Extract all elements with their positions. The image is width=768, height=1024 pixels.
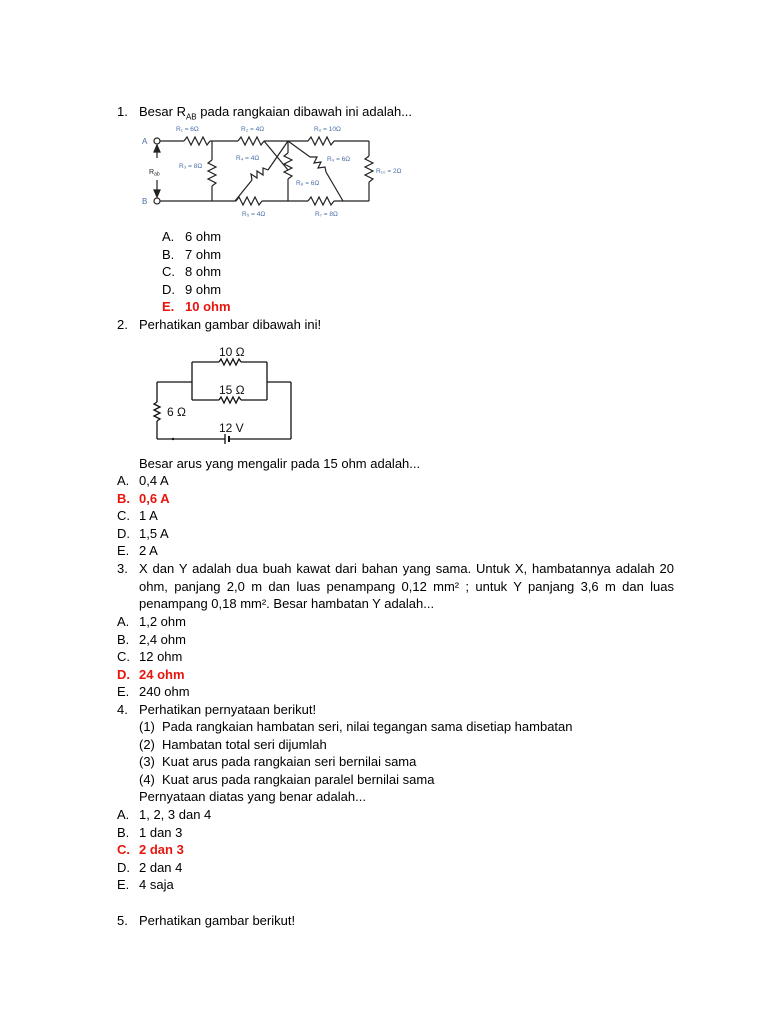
q4-option-d[interactable]: 2 dan 4: [139, 860, 183, 875]
rab-label: $R_{ab}$: [149, 169, 160, 178]
q2-r-left-label: 6 Ω: [167, 405, 186, 419]
q1-option-b[interactable]: 7 ohm: [185, 247, 222, 262]
q1-option-e-letter: E.: [162, 299, 175, 314]
q4-option-c-letter: C.: [117, 842, 130, 857]
q2-option-a-letter: A.: [117, 473, 130, 488]
r4-label: R₄ = 4Ω: [236, 155, 260, 162]
q4-number: 4.: [117, 702, 128, 717]
q3-number: 3.: [117, 561, 128, 576]
q3-option-d-answer[interactable]: 24 ohm: [139, 667, 185, 682]
q3-option-b-letter: B.: [117, 632, 130, 647]
q1-option-d-letter: D.: [162, 282, 175, 297]
q2-option-d[interactable]: 1,5 A: [139, 526, 169, 541]
q3-option-a[interactable]: 1,2 ohm: [139, 614, 186, 629]
q1-option-d[interactable]: 9 ohm: [185, 282, 222, 297]
q1-option-a[interactable]: 6 ohm: [185, 229, 222, 244]
q3-option-c-letter: C.: [117, 649, 130, 664]
q1-option-c[interactable]: 8 ohm: [185, 264, 222, 279]
q2-text: Perhatikan gambar dibawah ini!: [139, 317, 322, 332]
q3-option-d-letter: D.: [117, 667, 130, 682]
q2-option-d-letter: D.: [117, 526, 130, 541]
q1-option-a-letter: A.: [162, 229, 175, 244]
q2-question: Besar arus yang mengalir pada 15 ohm adalah...: [139, 456, 421, 471]
q3-option-e[interactable]: 240 ohm: [139, 684, 190, 699]
q3-option-a-letter: A.: [117, 614, 130, 629]
q4-statement-1: Pada rangkaian hambatan seri, nilai tegangan sama disetiap hambatan: [162, 719, 573, 734]
q5-number: 5.: [117, 913, 128, 928]
q2-number: 2.: [117, 317, 128, 332]
r3-label: R₃ = 8Ω: [179, 163, 203, 170]
q4-option-b-letter: B.: [117, 825, 130, 840]
q4-statement-2-num: (2): [139, 737, 155, 752]
q4-statement-4-num: (4): [139, 772, 155, 787]
terminal-a: A: [142, 137, 148, 146]
q3-option-c[interactable]: 12 ohm: [139, 649, 183, 664]
q1-option-b-letter: B.: [162, 247, 175, 262]
q1-text: Besar $R_{AB}$ pada rangkaian dibawah ini adalah...: [139, 104, 413, 122]
q2-option-b-letter: B.: [117, 491, 130, 506]
q4-question: Pernyataan diatas yang benar adalah...: [139, 789, 366, 804]
q4-statement-2: Hambatan total seri dijumlah: [162, 737, 327, 752]
q2-option-c-letter: C.: [117, 508, 130, 523]
q2-circuit-diagram: [145, 340, 300, 446]
q4-statement-3-num: (3): [139, 754, 155, 769]
r5-label: R₅ = 4Ω: [242, 211, 266, 218]
q1-option-e-answer[interactable]: 10 ohm: [185, 299, 231, 314]
r7-label: R₇ = 8Ω: [315, 211, 338, 218]
r10-label: R₁₀ = 2Ω: [376, 168, 402, 175]
terminal-b: B: [142, 197, 148, 206]
q1-circuit-diagram: [140, 120, 410, 220]
r6-label: R₆ = 10Ω: [314, 126, 341, 133]
q4-option-a-letter: A.: [117, 807, 130, 822]
q4-statement-4: Kuat arus pada rangkaian paralel bernilai sama: [162, 772, 435, 787]
q4-option-b[interactable]: 1 dan 3: [139, 825, 183, 840]
q2-option-e[interactable]: 2 A: [139, 543, 158, 558]
q4-text: Perhatikan pernyataan berikut!: [139, 702, 317, 717]
q1-option-c-letter: C.: [162, 264, 175, 279]
q3-option-b[interactable]: 2,4 ohm: [139, 632, 186, 647]
q3-option-e-letter: E.: [117, 684, 130, 699]
q2-r-top-label: 10 Ω: [219, 345, 245, 359]
q2-option-b-answer[interactable]: 0,6 A: [139, 491, 170, 506]
r1-label: R₁ = 6Ω: [176, 126, 199, 133]
q1-number: 1.: [117, 104, 128, 119]
q5-text: Perhatikan gambar berikut!: [139, 913, 296, 928]
q4-statement-3: Kuat arus pada rangkaian seri bernilai sama: [162, 754, 417, 769]
r9-label: R₉ = 6Ω: [327, 156, 351, 163]
q2-option-a[interactable]: 0,4 A: [139, 473, 169, 488]
q2-option-e-letter: E.: [117, 543, 130, 558]
q2-battery-label: 12 V: [219, 421, 244, 435]
q4-option-c-answer[interactable]: 2 dan 3: [139, 842, 184, 857]
q2-option-c[interactable]: 1 A: [139, 508, 158, 523]
r2-label: R₂ = 4Ω: [241, 126, 265, 133]
q4-option-a[interactable]: 1, 2, 3 dan 4: [139, 807, 212, 822]
q2-r-mid-label: 15 Ω: [219, 383, 245, 397]
q3-text: X dan Y adalah dua buah kawat dari bahan yang sama. Untuk X, hambatannya adalah 20 ohm, panjang 2,0 m dan luas penampang 0,12 mm² ; untuk Y panjang 3,6 m dan luas penampang 0,18 mm². Besar hambatan Y adalah...: [139, 561, 674, 611]
q4-option-e[interactable]: 4 saja: [139, 877, 174, 892]
q4-option-d-letter: D.: [117, 860, 130, 875]
q4-statement-1-num: (1): [139, 719, 155, 734]
r8-label: R₈ = 6Ω: [296, 180, 320, 187]
q4-option-e-letter: E.: [117, 877, 130, 892]
